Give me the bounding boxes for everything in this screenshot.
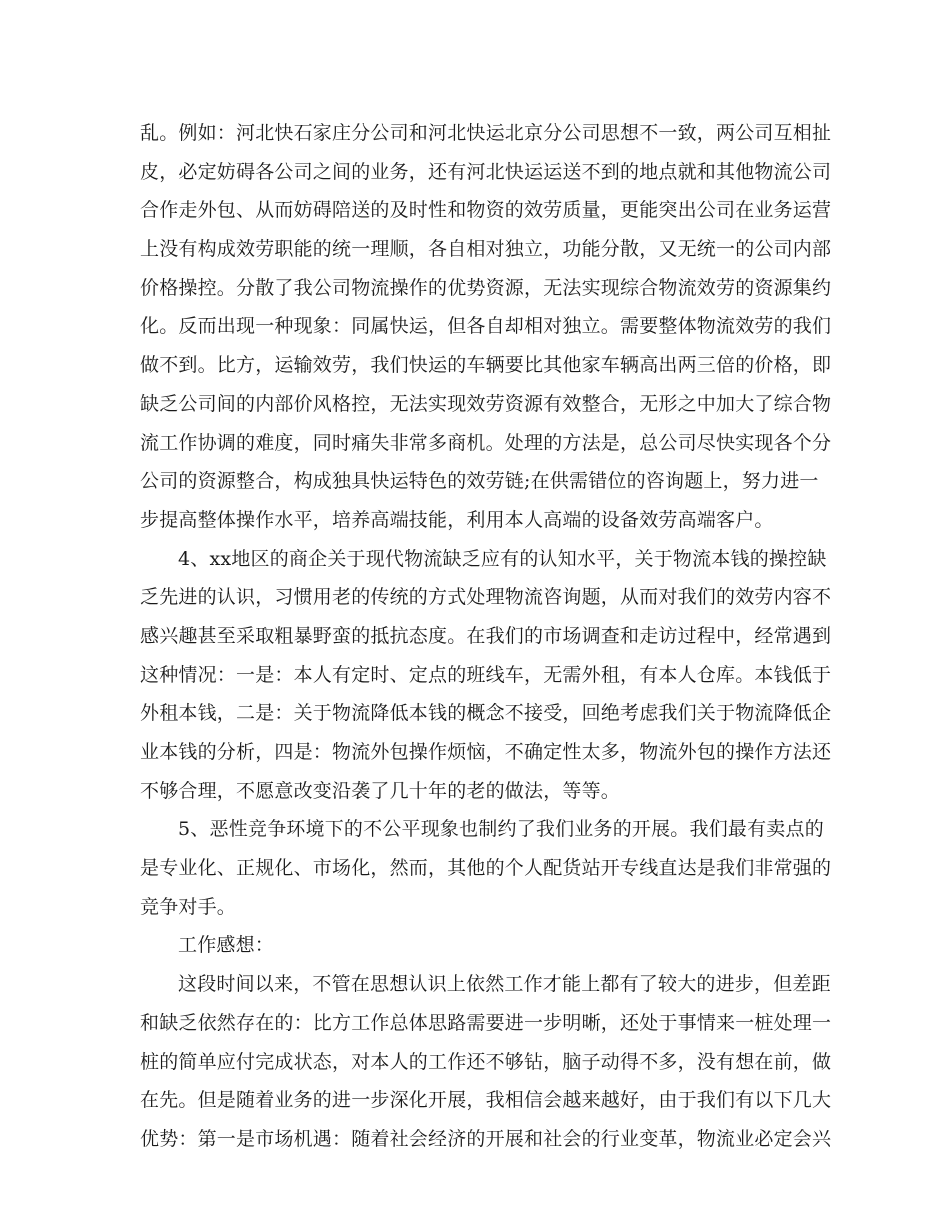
text-line: 缺乏公司间的内部价风格控，无法实现效劳资源有效整合，无形之中加大了综合物 — [140, 392, 832, 415]
text-line: 竞争对手。 — [140, 895, 237, 918]
text-line: 流工作协调的难度，同时痛失非常多商机。处理的方法是，总公司尽快实现各个分 — [140, 431, 832, 454]
text-line: 公司的资源整合，构成独具快运特色的效劳链;在供需错位的咨询题上，努力进一 — [140, 470, 819, 493]
text-line: 价格操控。分散了我公司物流操作的优势资源，无法实现综合物流效劳的资源集约 — [140, 276, 832, 299]
text-line: 步提高整体操作水平，培养高端技能，利用本人高端的设备效劳高端客户。 — [140, 508, 774, 531]
text-line: 是专业化、正规化、市场化，然而，其他的个人配货站开专线直达是我们非常强的 — [140, 857, 832, 880]
text-line: 化。反而出现一种现象：同属快运，但各自却相对独立。需要整体物流效劳的我们 — [140, 315, 832, 338]
section-heading: 工作感想： — [178, 934, 275, 957]
paragraph-start-line: 4、xx地区的商企关于现代物流缺乏应有的认知水平，关于物流本钱的操控缺 — [178, 547, 827, 570]
text-line: 桩的简单应付完成状态，对本人的工作还不够钻，脑子动得不多，没有想在前，做 — [140, 1050, 832, 1073]
text-line: 合作走外包、从而妨碍陪送的及时性和物资的效劳质量，更能突出公司在业务运营 — [140, 199, 832, 222]
text-line: 和缺乏依然存在的：比方工作总体思路需要进一步明晰，还处于事情来一桩处理一 — [140, 1011, 832, 1034]
text-line: 乱。例如：河北快石家庄分公司和河北快运北京分公司思想不一致，两公司互相扯 — [140, 122, 832, 144]
document-body — [140, 114, 832, 1159]
text-line: 皮，必定妨碍各公司之间的业务，还有河北快运运送不到的地点就和其他物流公司 — [140, 160, 832, 183]
paragraph-start-line: 5、恶性竞争环境下的不公平现象也制约了我们业务的开展。我们最有卖点的 — [178, 818, 824, 841]
text-line: 感兴趣甚至采取粗暴野蛮的抵抗态度。在我们的市场调查和走访过程中，经常遇到 — [140, 624, 832, 647]
text-line: 做不到。比方，运输效劳，我们快运的车辆要比其他家车辆高出两三倍的价格，即 — [140, 354, 832, 377]
text-line: 不够合理，不愿意改变沿袭了几十年的老的做法，等等。 — [140, 779, 621, 802]
paragraph-start-line: 这段时间以来，不管在思想认识上依然工作才能上都有了较大的进步，但差距 — [178, 973, 831, 996]
text-line: 乏先进的认识，习惯用老的传统的方式处理物流咨询题，从而对我们的效劳内容不 — [140, 586, 832, 609]
text-line: 业本钱的分析，四是：物流外包操作烦恼，不确定性太多，物流外包的操作方法还 — [140, 741, 832, 763]
text-line: 上没有构成效劳职能的统一理顺，各自相对独立，功能分散，又无统一的公司内部 — [140, 238, 832, 261]
text-line: 优势：第一是市场机遇：随着社会经济的开展和社会的行业变革，物流业必定会兴 — [140, 1127, 832, 1150]
text-line: 这种情况：一是：本人有定时、定点的班线车，无需外租，有本人仓库。本钱低于 — [140, 663, 832, 686]
text-line: 外租本钱，二是：关于物流降低本钱的概念不接受，回绝考虑我们关于物流降低企 — [140, 702, 832, 725]
text-line: 在先。但是随着业务的进一步深化开展，我相信会越来越好，由于我们有以下几大 — [140, 1089, 832, 1112]
